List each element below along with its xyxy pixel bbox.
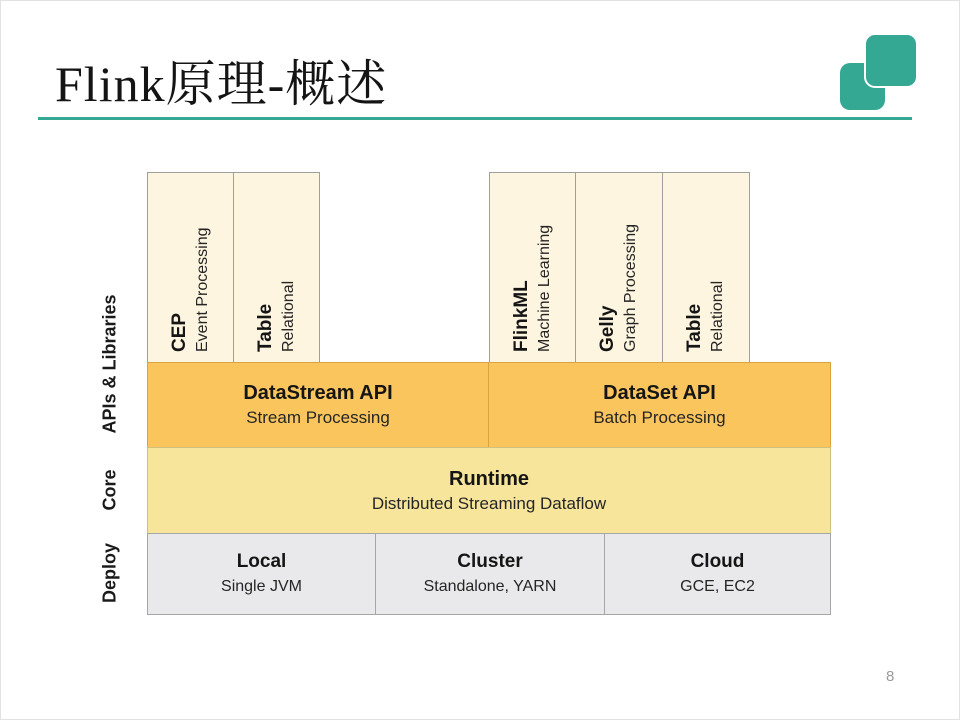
deploy-box-cloud: [604, 533, 831, 615]
runtime-subtitle: Distributed Streaming Dataflow: [371, 493, 607, 513]
library-box-cep: [147, 172, 234, 363]
library-subtitle: Relational: [708, 280, 726, 352]
deploy-box-local: [147, 533, 376, 615]
library-subtitle: Relational: [279, 280, 297, 352]
api-box-datastream: [147, 362, 489, 448]
library-subtitle: Graph Processing: [621, 223, 639, 352]
deploy-subtitle: Standalone, YARN: [423, 578, 557, 595]
deploy-name: Cloud: [690, 551, 745, 572]
api-subtitle: Batch Processing: [593, 408, 726, 427]
library-box-gelly: [575, 172, 663, 363]
api-box-dataset: [488, 362, 831, 448]
rail-label-core: Core: [99, 469, 120, 511]
library-box-table-stream: [233, 172, 320, 363]
deploy-box-cluster: [375, 533, 605, 615]
api-name: DataSet API: [603, 382, 716, 404]
logo-icon: [836, 30, 924, 116]
deploy-subtitle: GCE, EC2: [680, 578, 755, 595]
deploy-name: Cluster: [457, 551, 523, 572]
library-name: CEP: [168, 312, 190, 352]
library-box-flinkml: [489, 172, 576, 363]
deploy-name: Local: [236, 551, 287, 572]
rail-label-apis-libraries: APIs & Libraries: [99, 294, 120, 434]
library-box-table-batch: [662, 172, 750, 363]
logo-square-big: [864, 33, 918, 88]
library-name: Table: [254, 303, 276, 352]
api-name: DataStream API: [243, 382, 393, 404]
runtime-name: Runtime: [449, 467, 529, 490]
library-subtitle: Machine Learning: [535, 224, 553, 352]
deploy-subtitle: Single JVM: [221, 578, 302, 595]
library-subtitle: Event Processing: [193, 227, 211, 352]
slide-title: Flink原理-概述: [55, 56, 388, 112]
rail-label-deploy: Deploy: [99, 542, 120, 604]
library-name: FlinkML: [510, 280, 532, 352]
api-subtitle: Stream Processing: [246, 408, 390, 427]
library-name: Gelly: [596, 305, 618, 352]
library-name: Table: [683, 303, 705, 352]
runtime-box: [147, 447, 831, 534]
title-underline: [38, 117, 912, 120]
page-number: 8: [886, 668, 895, 685]
